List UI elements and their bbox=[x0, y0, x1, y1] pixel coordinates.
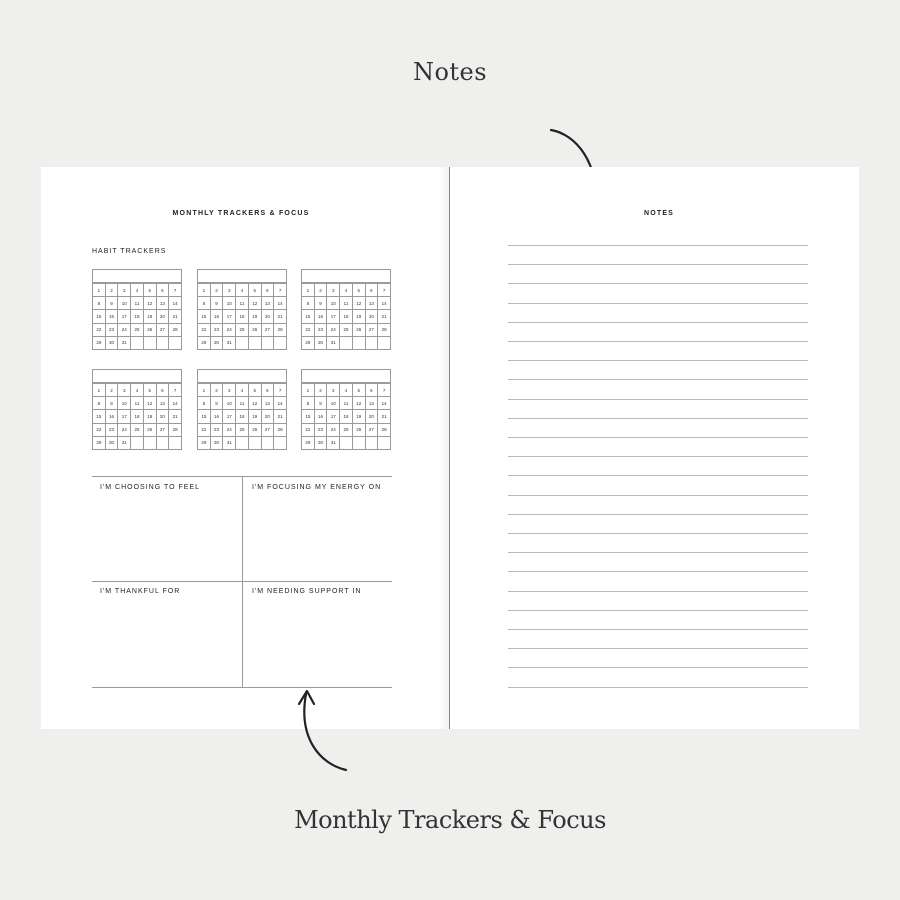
tracker-day-cell: 29 bbox=[302, 437, 315, 450]
tracker-day-cell: 23 bbox=[211, 424, 224, 437]
tracker-day-cell bbox=[274, 437, 287, 450]
habit-tracker bbox=[301, 369, 391, 450]
tracker-day-cell: 16 bbox=[106, 410, 119, 423]
tracker-day-cell: 24 bbox=[223, 324, 236, 337]
tracker-day-cell: 29 bbox=[198, 337, 211, 350]
tracker-day-cell bbox=[157, 337, 170, 350]
tracker-day-cell: 5 bbox=[353, 384, 366, 397]
tracker-habit-name-field bbox=[197, 269, 287, 283]
tracker-day-cell: 6 bbox=[262, 384, 275, 397]
tracker-day-cell bbox=[274, 337, 287, 350]
focus-needing-support: I'M NEEDING SUPPORT IN bbox=[252, 588, 362, 595]
tracker-day-cell: 6 bbox=[366, 384, 379, 397]
tracker-day-grid bbox=[301, 283, 391, 350]
note-line bbox=[508, 629, 808, 630]
tracker-day-cell: 15 bbox=[93, 310, 106, 323]
note-line bbox=[508, 648, 808, 649]
focus-divider-vertical bbox=[242, 477, 243, 687]
tracker-day-cell: 20 bbox=[157, 410, 170, 423]
tracker-day-cell: 14 bbox=[378, 297, 391, 310]
tracker-day-cell: 17 bbox=[223, 410, 236, 423]
tracker-day-cell: 15 bbox=[198, 410, 211, 423]
tracker-day-cell: 16 bbox=[315, 410, 328, 423]
tracker-day-cell: 29 bbox=[198, 437, 211, 450]
tracker-day-cell: 18 bbox=[236, 410, 249, 423]
tracker-day-cell: 7 bbox=[274, 284, 287, 297]
tracker-day-cell: 9 bbox=[315, 397, 328, 410]
caption-trackers-focus: Monthly Trackers & Focus bbox=[294, 806, 606, 834]
tracker-day-cell bbox=[169, 337, 182, 350]
habit-trackers-label: HABIT TRACKERS bbox=[92, 248, 167, 255]
habit-tracker bbox=[197, 269, 287, 350]
note-line bbox=[508, 283, 808, 284]
tracker-day-cell: 21 bbox=[378, 310, 391, 323]
tracker-day-cell: 5 bbox=[249, 384, 262, 397]
tracker-day-cell: 25 bbox=[236, 324, 249, 337]
tracker-day-cell: 22 bbox=[198, 324, 211, 337]
tracker-day-cell: 23 bbox=[315, 424, 328, 437]
tracker-day-cell: 17 bbox=[223, 310, 236, 323]
tracker-day-cell: 14 bbox=[274, 297, 287, 310]
tracker-day-cell: 6 bbox=[262, 284, 275, 297]
tracker-day-cell: 14 bbox=[169, 297, 182, 310]
tracker-day-cell: 30 bbox=[315, 437, 328, 450]
note-line bbox=[508, 495, 808, 496]
tracker-day-cell: 21 bbox=[169, 310, 182, 323]
tracker-day-cell: 31 bbox=[118, 337, 131, 350]
note-line bbox=[508, 360, 808, 361]
tracker-day-cell: 18 bbox=[340, 310, 353, 323]
tracker-day-cell: 17 bbox=[118, 410, 131, 423]
tracker-day-cell: 4 bbox=[236, 284, 249, 297]
tracker-day-cell: 26 bbox=[353, 324, 366, 337]
tracker-day-cell: 27 bbox=[157, 324, 170, 337]
tracker-day-cell: 25 bbox=[236, 424, 249, 437]
tracker-day-cell: 9 bbox=[106, 397, 119, 410]
tracker-day-cell bbox=[353, 337, 366, 350]
tracker-day-cell: 19 bbox=[353, 310, 366, 323]
tracker-day-cell: 4 bbox=[131, 284, 144, 297]
tracker-day-cell: 30 bbox=[315, 337, 328, 350]
tracker-day-cell: 30 bbox=[211, 337, 224, 350]
habit-tracker bbox=[92, 369, 182, 450]
tracker-day-cell bbox=[236, 337, 249, 350]
note-line bbox=[508, 437, 808, 438]
tracker-day-cell: 23 bbox=[106, 424, 119, 437]
spine bbox=[449, 167, 450, 729]
tracker-day-cell: 14 bbox=[378, 397, 391, 410]
tracker-day-cell: 26 bbox=[249, 324, 262, 337]
tracker-day-cell: 28 bbox=[378, 324, 391, 337]
tracker-day-cell: 12 bbox=[249, 397, 262, 410]
tracker-day-cell: 3 bbox=[223, 284, 236, 297]
note-line bbox=[508, 571, 808, 572]
tracker-day-cell: 17 bbox=[327, 310, 340, 323]
tracker-day-cell: 16 bbox=[315, 310, 328, 323]
tracker-day-cell: 29 bbox=[302, 337, 315, 350]
tracker-day-cell bbox=[366, 437, 379, 450]
tracker-day-cell: 26 bbox=[144, 324, 157, 337]
tracker-day-cell: 13 bbox=[157, 297, 170, 310]
tracker-day-cell: 18 bbox=[131, 310, 144, 323]
tracker-day-cell: 23 bbox=[106, 324, 119, 337]
tracker-day-cell: 1 bbox=[93, 284, 106, 297]
tracker-day-cell: 5 bbox=[144, 284, 157, 297]
tracker-day-cell: 6 bbox=[157, 384, 170, 397]
note-line bbox=[508, 303, 808, 304]
tracker-day-cell: 15 bbox=[93, 410, 106, 423]
habit-tracker bbox=[92, 269, 182, 350]
tracker-day-cell: 10 bbox=[118, 397, 131, 410]
tracker-day-cell: 12 bbox=[353, 397, 366, 410]
tracker-day-cell: 8 bbox=[93, 297, 106, 310]
tracker-day-cell: 18 bbox=[131, 410, 144, 423]
tracker-day-cell: 30 bbox=[106, 337, 119, 350]
tracker-day-cell: 10 bbox=[327, 397, 340, 410]
spine-shadow bbox=[439, 167, 449, 729]
caption-notes: Notes bbox=[412, 58, 488, 86]
tracker-day-cell: 3 bbox=[327, 284, 340, 297]
tracker-day-cell bbox=[169, 437, 182, 450]
tracker-habit-name-field bbox=[197, 369, 287, 383]
tracker-day-cell: 18 bbox=[236, 310, 249, 323]
tracker-day-cell: 24 bbox=[327, 324, 340, 337]
tracker-day-cell: 28 bbox=[169, 424, 182, 437]
focus-grid bbox=[92, 476, 392, 688]
tracker-day-cell: 15 bbox=[302, 310, 315, 323]
tracker-day-cell: 24 bbox=[327, 424, 340, 437]
tracker-day-cell: 21 bbox=[169, 410, 182, 423]
tracker-day-cell: 8 bbox=[198, 297, 211, 310]
tracker-day-cell: 28 bbox=[274, 424, 287, 437]
note-line bbox=[508, 591, 808, 592]
tracker-day-cell: 11 bbox=[340, 297, 353, 310]
tracker-day-cell: 4 bbox=[236, 384, 249, 397]
note-line bbox=[508, 610, 808, 611]
planner-spread bbox=[41, 167, 859, 729]
tracker-day-cell bbox=[249, 437, 262, 450]
tracker-day-cell: 1 bbox=[302, 284, 315, 297]
tracker-day-cell: 7 bbox=[169, 284, 182, 297]
notes-lines bbox=[508, 245, 808, 687]
tracker-day-cell: 24 bbox=[118, 424, 131, 437]
tracker-day-cell bbox=[353, 437, 366, 450]
tracker-day-cell bbox=[378, 437, 391, 450]
tracker-day-cell bbox=[262, 437, 275, 450]
tracker-day-cell: 1 bbox=[198, 384, 211, 397]
tracker-day-cell: 2 bbox=[106, 384, 119, 397]
tracker-day-cell: 20 bbox=[157, 310, 170, 323]
tracker-day-cell: 25 bbox=[340, 424, 353, 437]
tracker-day-cell: 15 bbox=[198, 310, 211, 323]
tracker-day-cell: 8 bbox=[93, 397, 106, 410]
tracker-day-cell: 1 bbox=[198, 284, 211, 297]
note-line bbox=[508, 245, 808, 246]
tracker-day-cell: 10 bbox=[118, 297, 131, 310]
tracker-day-cell bbox=[262, 337, 275, 350]
tracker-day-cell: 20 bbox=[262, 410, 275, 423]
tracker-day-cell bbox=[340, 437, 353, 450]
tracker-day-cell: 4 bbox=[340, 384, 353, 397]
tracker-day-cell: 19 bbox=[249, 310, 262, 323]
tracker-day-cell: 13 bbox=[262, 397, 275, 410]
tracker-day-cell: 9 bbox=[211, 297, 224, 310]
tracker-day-cell: 24 bbox=[223, 424, 236, 437]
focus-choosing-to-feel: I'M CHOOSING TO FEEL bbox=[100, 484, 201, 491]
tracker-habit-name-field bbox=[301, 269, 391, 283]
focus-divider-horizontal bbox=[92, 581, 392, 582]
tracker-day-cell: 22 bbox=[93, 424, 106, 437]
tracker-day-cell: 30 bbox=[211, 437, 224, 450]
tracker-day-cell: 20 bbox=[366, 310, 379, 323]
tracker-day-cell: 9 bbox=[211, 397, 224, 410]
tracker-day-cell: 22 bbox=[198, 424, 211, 437]
tracker-day-cell: 27 bbox=[262, 324, 275, 337]
tracker-day-cell: 12 bbox=[249, 297, 262, 310]
tracker-day-cell: 12 bbox=[144, 397, 157, 410]
tracker-day-cell: 5 bbox=[249, 284, 262, 297]
focus-thankful-for: I'M THANKFUL FOR bbox=[100, 588, 181, 595]
tracker-day-cell: 9 bbox=[315, 297, 328, 310]
tracker-day-cell: 18 bbox=[340, 410, 353, 423]
tracker-day-cell: 8 bbox=[302, 297, 315, 310]
tracker-day-cell: 25 bbox=[131, 324, 144, 337]
tracker-day-cell: 10 bbox=[223, 297, 236, 310]
tracker-day-cell: 14 bbox=[169, 397, 182, 410]
tracker-day-cell: 7 bbox=[378, 284, 391, 297]
note-line bbox=[508, 552, 808, 553]
tracker-day-cell: 3 bbox=[118, 384, 131, 397]
tracker-day-cell: 21 bbox=[378, 410, 391, 423]
tracker-day-cell: 27 bbox=[366, 324, 379, 337]
tracker-day-cell: 1 bbox=[93, 384, 106, 397]
tracker-day-cell bbox=[249, 337, 262, 350]
tracker-day-cell bbox=[131, 437, 144, 450]
tracker-day-cell bbox=[144, 337, 157, 350]
tracker-day-cell: 7 bbox=[274, 384, 287, 397]
page-title-notes: NOTES bbox=[643, 210, 675, 217]
tracker-day-cell: 26 bbox=[144, 424, 157, 437]
tracker-day-cell: 28 bbox=[169, 324, 182, 337]
tracker-day-cell: 31 bbox=[327, 337, 340, 350]
tracker-day-cell: 31 bbox=[118, 437, 131, 450]
tracker-day-cell: 12 bbox=[144, 297, 157, 310]
tracker-day-grid bbox=[197, 283, 287, 350]
tracker-day-cell: 19 bbox=[249, 410, 262, 423]
tracker-day-cell: 26 bbox=[353, 424, 366, 437]
tracker-day-cell: 30 bbox=[106, 437, 119, 450]
tracker-day-cell bbox=[366, 337, 379, 350]
tracker-day-cell: 8 bbox=[198, 397, 211, 410]
tracker-day-grid bbox=[92, 383, 182, 450]
tracker-day-cell: 8 bbox=[302, 397, 315, 410]
tracker-day-cell: 11 bbox=[340, 397, 353, 410]
note-line bbox=[508, 379, 808, 380]
tracker-day-cell: 28 bbox=[378, 424, 391, 437]
tracker-day-cell: 31 bbox=[327, 437, 340, 450]
tracker-habit-name-field bbox=[301, 369, 391, 383]
tracker-day-cell: 11 bbox=[131, 397, 144, 410]
tracker-day-cell: 31 bbox=[223, 437, 236, 450]
tracker-day-cell: 19 bbox=[353, 410, 366, 423]
tracker-day-cell: 21 bbox=[274, 310, 287, 323]
tracker-day-cell: 6 bbox=[366, 284, 379, 297]
tracker-day-cell: 15 bbox=[302, 410, 315, 423]
note-line bbox=[508, 533, 808, 534]
tracker-day-cell: 31 bbox=[223, 337, 236, 350]
habit-tracker bbox=[301, 269, 391, 350]
tracker-day-cell: 22 bbox=[302, 324, 315, 337]
tracker-day-cell: 16 bbox=[211, 410, 224, 423]
tracker-day-cell: 28 bbox=[274, 324, 287, 337]
tracker-day-cell: 12 bbox=[353, 297, 366, 310]
tracker-day-cell: 10 bbox=[223, 397, 236, 410]
tracker-day-cell: 27 bbox=[366, 424, 379, 437]
focus-energy-on: I'M FOCUSING MY ENERGY ON bbox=[252, 484, 382, 491]
tracker-day-cell bbox=[131, 337, 144, 350]
tracker-day-cell: 21 bbox=[274, 410, 287, 423]
tracker-day-cell: 27 bbox=[262, 424, 275, 437]
note-line bbox=[508, 687, 808, 688]
tracker-day-cell: 2 bbox=[211, 284, 224, 297]
tracker-day-cell: 23 bbox=[315, 324, 328, 337]
tracker-day-cell: 6 bbox=[157, 284, 170, 297]
tracker-day-cell: 29 bbox=[93, 437, 106, 450]
tracker-day-cell: 5 bbox=[353, 284, 366, 297]
note-line bbox=[508, 514, 808, 515]
tracker-day-cell: 2 bbox=[211, 384, 224, 397]
tracker-day-cell: 13 bbox=[366, 397, 379, 410]
tracker-habit-name-field bbox=[92, 369, 182, 383]
tracker-day-cell: 1 bbox=[302, 384, 315, 397]
tracker-day-cell: 17 bbox=[118, 310, 131, 323]
note-line bbox=[508, 264, 808, 265]
note-line bbox=[508, 341, 808, 342]
tracker-day-grid bbox=[92, 283, 182, 350]
note-line bbox=[508, 418, 808, 419]
tracker-day-cell: 16 bbox=[106, 310, 119, 323]
note-line bbox=[508, 456, 808, 457]
tracker-day-cell: 11 bbox=[131, 297, 144, 310]
tracker-day-cell bbox=[157, 437, 170, 450]
note-line bbox=[508, 667, 808, 668]
tracker-day-cell: 10 bbox=[327, 297, 340, 310]
tracker-day-cell: 19 bbox=[144, 410, 157, 423]
tracker-day-cell: 7 bbox=[169, 384, 182, 397]
tracker-day-cell: 2 bbox=[315, 384, 328, 397]
tracker-day-cell: 4 bbox=[340, 284, 353, 297]
tracker-day-cell: 9 bbox=[106, 297, 119, 310]
tracker-habit-name-field bbox=[92, 269, 182, 283]
tracker-day-cell: 7 bbox=[378, 384, 391, 397]
tracker-day-cell: 3 bbox=[223, 384, 236, 397]
tracker-day-cell: 22 bbox=[302, 424, 315, 437]
note-line bbox=[508, 399, 808, 400]
tracker-day-cell: 17 bbox=[327, 410, 340, 423]
tracker-day-cell: 24 bbox=[118, 324, 131, 337]
tracker-day-cell: 13 bbox=[157, 397, 170, 410]
tracker-day-cell: 13 bbox=[366, 297, 379, 310]
tracker-day-cell: 4 bbox=[131, 384, 144, 397]
habit-tracker bbox=[197, 369, 287, 450]
note-line bbox=[508, 475, 808, 476]
tracker-day-cell: 27 bbox=[157, 424, 170, 437]
tracker-day-cell: 13 bbox=[262, 297, 275, 310]
tracker-day-cell: 3 bbox=[118, 284, 131, 297]
tracker-day-cell: 20 bbox=[262, 310, 275, 323]
tracker-day-cell: 2 bbox=[315, 284, 328, 297]
tracker-day-cell: 5 bbox=[144, 384, 157, 397]
tracker-day-cell: 20 bbox=[366, 410, 379, 423]
page-title-trackers: MONTHLY TRACKERS & FOCUS bbox=[172, 210, 310, 217]
arrow-to-trackers-icon bbox=[290, 682, 360, 782]
tracker-day-cell: 25 bbox=[340, 324, 353, 337]
tracker-day-cell: 25 bbox=[131, 424, 144, 437]
tracker-day-grid bbox=[301, 383, 391, 450]
tracker-day-cell: 29 bbox=[93, 337, 106, 350]
tracker-day-cell: 3 bbox=[327, 384, 340, 397]
tracker-day-cell: 19 bbox=[144, 310, 157, 323]
tracker-day-cell: 23 bbox=[211, 324, 224, 337]
tracker-day-cell bbox=[340, 337, 353, 350]
tracker-day-cell: 2 bbox=[106, 284, 119, 297]
tracker-day-cell bbox=[144, 437, 157, 450]
tracker-day-cell bbox=[236, 437, 249, 450]
tracker-day-cell: 22 bbox=[93, 324, 106, 337]
tracker-day-cell: 11 bbox=[236, 297, 249, 310]
tracker-day-cell: 14 bbox=[274, 397, 287, 410]
tracker-day-cell bbox=[378, 337, 391, 350]
note-line bbox=[508, 322, 808, 323]
tracker-day-grid bbox=[197, 383, 287, 450]
tracker-day-cell: 11 bbox=[236, 397, 249, 410]
tracker-day-cell: 16 bbox=[211, 310, 224, 323]
tracker-day-cell: 26 bbox=[249, 424, 262, 437]
